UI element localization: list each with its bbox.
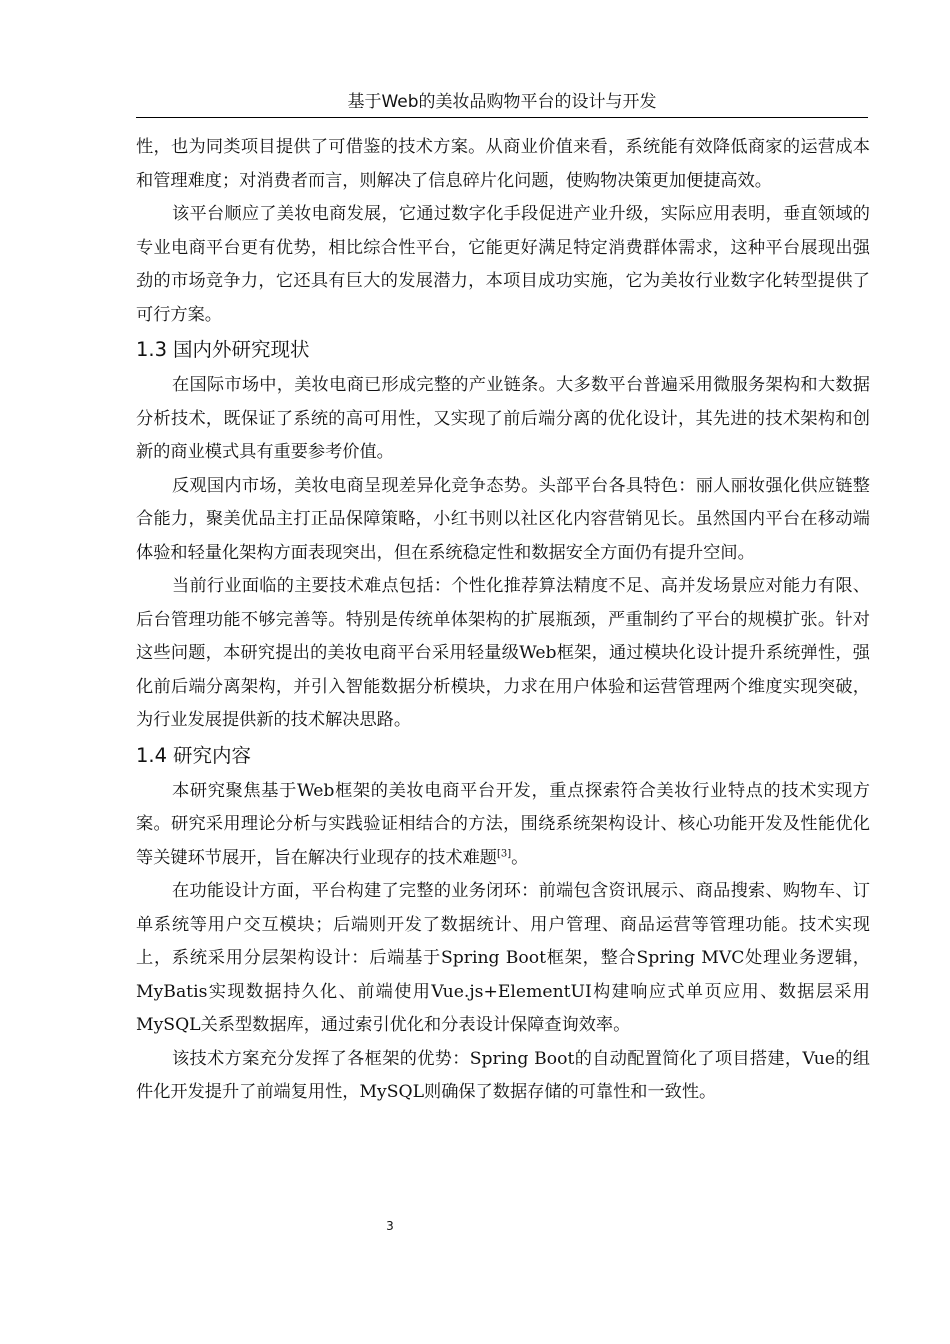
section-heading-1-3 (136, 333, 870, 367)
section-number: 1.4 (136, 743, 168, 767)
paragraph: 在国际市场中，美妆电商已形成完整的产业链条。大多数平台普遍采用微服务架构和大数据分析技术，既保证了系统的高可用性，又实现了前后端分离的优化设计，其先进的技术架构和创新的商业模式具有重要参考价值。 (136, 375, 870, 462)
paragraph-continuation: 性，也为同类项目提供了可借鉴的技术方案。从商业价值来看，系统能有效降低商家的运营成本和管理难度；对消费者而言，则解决了信息碎片化问题，使购物决策更加便捷高效。 (136, 137, 870, 191)
running-header: 基于Web的美妆品购物平台的设计与开发 (347, 92, 657, 112)
header-divider (136, 117, 868, 118)
section-heading-1-4 (136, 739, 870, 773)
page-number: 3 (386, 1219, 394, 1233)
paragraph: 该技术方案充分发挥了各框架的优势：Spring Boot的自动配置简化了项目搭建，Vue的组件化开发提升了前端复用性，MySQL则确保了数据存储的可靠性和一致性。 (136, 1048, 870, 1102)
paragraph-text-end: 。 (511, 847, 529, 868)
citation-reference: [3] (496, 847, 512, 859)
section-title: 国内外研究现状 (173, 338, 310, 361)
paragraph (136, 775, 870, 876)
paragraph: 该平台顺应了美妆电商发展，它通过数字化手段促进产业升级，实际应用表明，垂直领域的专业电商平台更有优势，相比综合性平台，它能更好满足特定消费群体需求，这种平台展现出强劲的市场竞争力，它还具有巨大的发展潜力，本项目成功实施，它为美妆行业数字化转型提供了可行方案。 (136, 204, 870, 325)
document-body (136, 131, 870, 1110)
paragraph: 反观国内市场，美妆电商呈现差异化竞争态势。头部平台各具特色：丽人丽妆强化供应链整合能力，聚美优品主打正品保障策略，小红书则以社区化内容营销见长。虽然国内平台在移动端体验和轻量化架构方面表现突出，但在系统稳定性和数据安全方面仍有提升空间。 (136, 475, 870, 563)
section-title: 研究内容 (173, 743, 252, 767)
section-number: 1.3 (136, 338, 168, 361)
paragraph-text: 本研究聚焦基于Web框架的美妆电商平台开发，重点探索符合美妆行业特点的技术实现方案。研究采用理论分析与实践验证相结合的方法，围绕系统架构设计、核心功能开发及性能优化等关键环节展开，旨在解决行业现存的技术难题 (136, 780, 870, 868)
paragraph: 当前行业面临的主要技术难点包括：个性化推荐算法精度不足、高并发场景应对能力有限、后台管理功能不够完善等。特别是传统单体架构的扩展瓶颈，严重制约了平台的规模扩张。针对这些问题，本研究提出的美妆电商平台采用轻量级Web框架，通过模块化设计提升系统弹性，强化前后端分离架构，并引入智能数据分析模块，力求在用户体验和运营管理两个维度实现突破，为行业发展提供新的技术解决思路。 (136, 576, 870, 730)
paragraph: 在功能设计方面，平台构建了完整的业务闭环：前端包含资讯展示、商品搜索、购物车、订单系统等用户交互模块；后端则开发了数据统计、用户管理、商品运营等管理功能。技术实现上，系统采用分层架构设计：后端基于Spring Boot框架，整合Spring MVC处理业务逻辑，MyBatis实现数据持久化、前端使用Vue.js+ElementUI构建响应式单页应用、数据层采用MySQL关系型数据库，通过索引优化和分表设计保障查询效率。 (136, 881, 870, 1035)
